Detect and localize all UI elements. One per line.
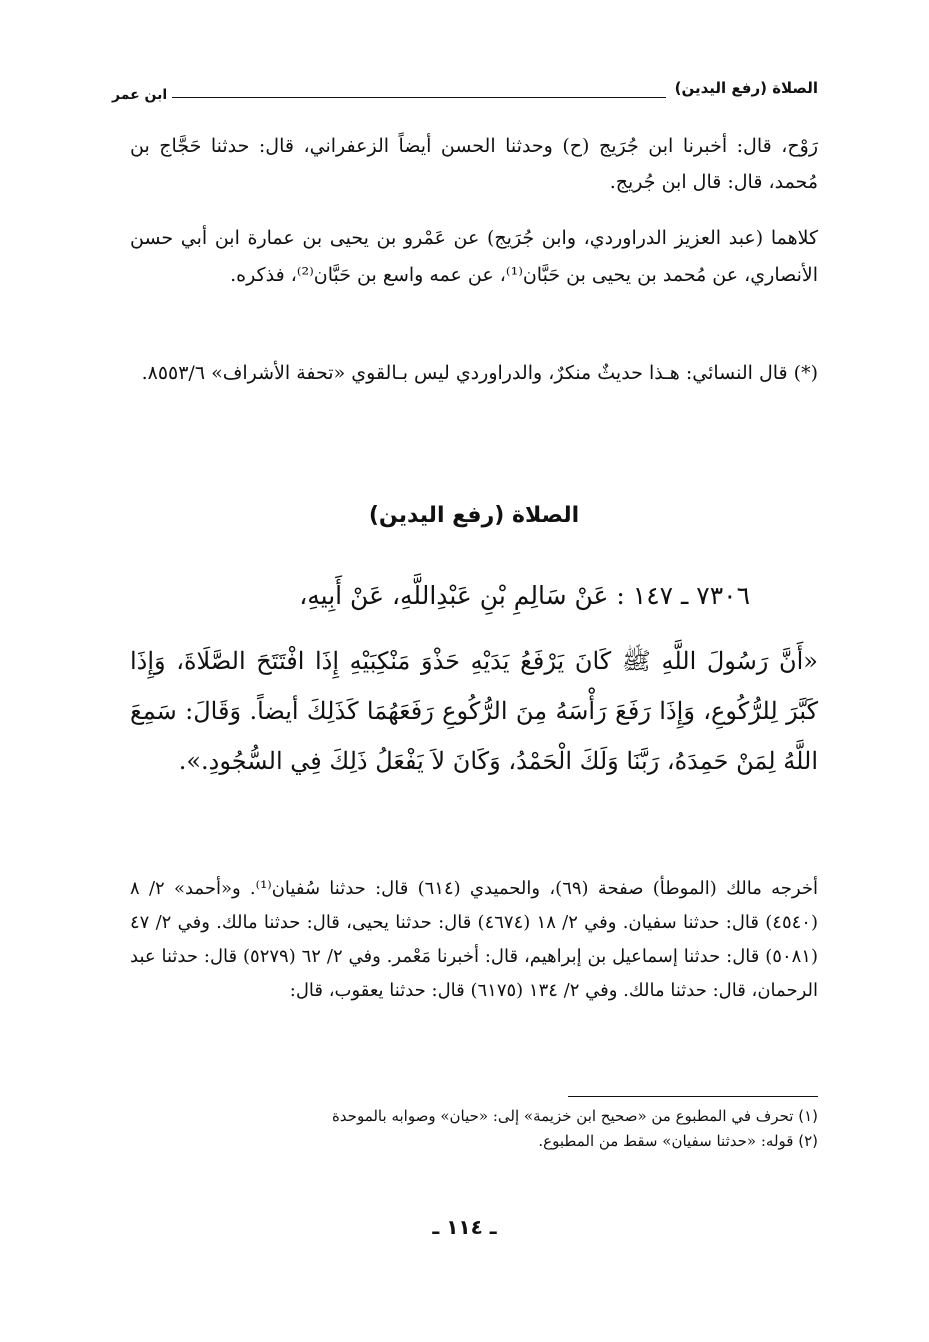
header-chapter: الصلاة (رفع اليدين) (674, 79, 818, 97)
header-rule (172, 97, 666, 98)
footnotes (200, 1104, 818, 1154)
running-header (112, 76, 818, 104)
footnote-rule (568, 1096, 818, 1097)
header-narrator: ابن عمر (112, 87, 168, 103)
footnote-item (200, 1129, 818, 1154)
footnote-item (200, 1104, 818, 1129)
hadith-text: «أَنَّ رَسُولَ اللَّهِ ﷺ كَانَ يَرْفَعُ يَدَيْهِ حَذْوَ مَنْكِبَيْهِ إِذَا افْتَتَحَ الصَّلَاةَ، وَإِذَا كَبَّرَ لِلرُّكُوعِ، وَإِذَا رَفَعَ رَأْسَهُ مِنَ الرُّكُوعِ رَفَعَهُمَا كَذَلِكَ أيضاً. وَقَالَ: سَمِعَ اللَّهُ لِمَنْ حَمِدَهُ، رَبَّنَا وَلَكَ الْحَمْدُ، وَكَانَ لاَ يَفْعَلُ ذَلِكَ فِي السُّجُودِ.». (130, 647, 818, 775)
footnote-number: (٢) (798, 1132, 818, 1150)
footnote-text: تحرف في المطبوع من «صحيح ابن خزيمة» إلى: «حيان» وصوابه بالموحدة (331, 1107, 794, 1125)
narrators-paragraph: كلاهما (عبد العزيز الدراوردي، وابن جُرَيج) عن عَمْرو بن يحيى بن عمارة ابن أبي حسن الأنصاري، عن مُحمد بن يحيى بن حَبَّان⁽¹⁾، عن عمه واسع بن حَبَّان⁽²⁾، فذكره. (130, 227, 818, 286)
footnote-text: قوله: «حدثنا سفيان» سقط من المطبوع. (538, 1132, 794, 1150)
isnad-paragraph: رَوْح، قال: أخبرنا ابن جُرَيج (ح) وحدثنا الحسن أيضاً الزعفراني، قال: حدثنا حَجَّاج بن مُحمد، قال: قال ابن جُريج. (130, 135, 818, 193)
takhrij-paragraph: أخرجه مالك (الموطأ) صفحة (٦٩)، والحميدي (٦١٤) قال: حدثنا سُفيان⁽¹⁾. و«أحمد» ٢/ ٨ (٤٥٤٠) قال: حدثنا سفيان. وفي ٢/ ١٨ (٤٦٧٤) قال: حدثنا يحيى، قال: حدثنا مالك. وفي ٢/ ٤٧ (٥٠٨١) قال: حدثنا إسماعيل بن إبراهيم، قال: أخبرنا مَعْمر. وفي ٢/ ٦٢ (٥٢٧٩) قال: حدثنا عبد الرحمان، قال: حدثنا مالك. وفي ٢/ ١٣٤ (٦١٧٥) قال: حدثنا يعقوب، قال: (130, 878, 818, 1001)
hadith-header: ٧٣٠٦ ـ ١٤٧ : عَنْ سَالِمِ بْنِ عَبْدِاللَّهِ، عَنْ أَبِيهِ، (299, 581, 750, 610)
nasai-note: (*) قال النسائي: هـذا حديثٌ منكرٌ، والدراوردي ليس بـالقوي «تحفة الأشراف» ٨٥٥٣/٦. (141, 362, 818, 384)
chapter-title: الصلاة (رفع اليدين) (368, 503, 580, 528)
page-number: ـ ١١٤ ـ (432, 1215, 497, 1239)
footnote-number: (١) (798, 1107, 818, 1125)
